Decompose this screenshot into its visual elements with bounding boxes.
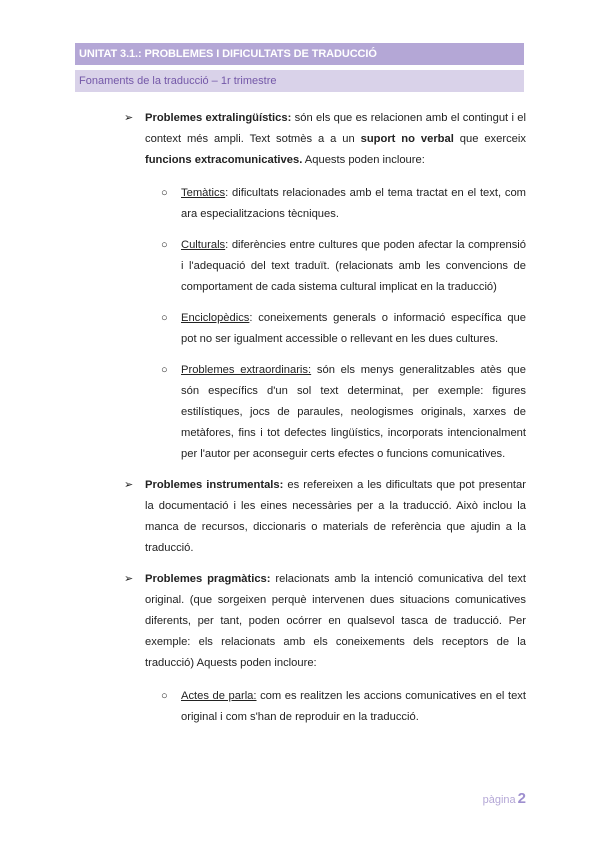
sublist [0, 686, 600, 728]
sublist-item: ○ Temàtics: dificultats relacionades amb el tema tractat en el text, com ara especialitzacions tècniques. [0, 183, 600, 225]
section-title: UNITAT 3.1.: PROBLEMES I DIFICULTATS DE TRADUCCIÓ [75, 43, 524, 65]
circle-bullet-icon: ○ [161, 312, 168, 324]
sublist-item: ○ Culturals: diferències entre cultures que poden afectar la comprensió i l'adequació del text traduït. (relacionats amb les convencions de comportament de cada sistema cultural implicat en la traducció) [0, 235, 600, 298]
term-underlined: Enciclopèdics [181, 312, 250, 324]
section-subtitle: Fonaments de la traducció – 1r trimestre [75, 70, 524, 92]
term-underlined: Problemes extraordinaris: [181, 364, 312, 376]
paragraph: Problemes extralingüístics: són els que es relacionen amb el contingut i el context més ampli. Text sotmès a a un suport no verbal que exerceix funcions extracomunicatives. Aquests poden incloure: [145, 112, 526, 166]
list-item [0, 569, 600, 674]
paragraph: Problemes pragmàtics: relacionats amb la intenció comunicativa del text original. (que sorgeixen perquè intervenen dues situacions comunicatives diferents, per tant, poden ocórrer en qualsevol tasca de traducció. Per exemple: els relacionats amb els coneixements dels receptors de la traducció) Aquests poden incloure: [145, 573, 526, 669]
circle-bullet-icon: ○ [161, 239, 168, 251]
document-body [0, 108, 600, 738]
circle-bullet-icon: ○ [161, 364, 168, 376]
page-footer [470, 790, 526, 807]
page-label: pàgina [482, 794, 516, 806]
term-underlined: Actes de parla: [181, 690, 257, 702]
list-item [0, 108, 600, 171]
arrow-bullet-icon: ➢ [124, 573, 134, 585]
sublist-item: ○ Enciclopèdics: coneixements generals o informació específica que pot no ser igualment accessible o rellevant en les dues cultures. [0, 308, 600, 350]
circle-bullet-icon: ○ [161, 187, 168, 199]
term-underlined: Culturals [181, 239, 226, 251]
page-number: 2 [517, 790, 526, 807]
term-bold: suport no verbal [360, 133, 454, 145]
paragraph: Problemes instrumentals: es refereixen a les dificultats que pot presentar la documentació i les eines necessàries per a la traducció. Això inclou la manca de recursos, diccionaris o materials de referència que ajudin a la traducció. [145, 479, 526, 554]
sublist [0, 183, 600, 465]
term-bold: funcions extracomunicatives. [145, 154, 303, 166]
arrow-bullet-icon: ➢ [124, 112, 134, 124]
term-bold: Problemes pragmàtics: [145, 573, 271, 585]
term-underlined: Temàtics [181, 187, 226, 199]
list-item [0, 475, 600, 559]
term-bold: Problemes instrumentals: [145, 479, 284, 491]
arrow-bullet-icon: ➢ [124, 479, 134, 491]
sublist-item: ○ Actes de parla: com es realitzen les accions comunicatives en el text original i com s'han de reproduir en la traducció. [0, 686, 600, 728]
circle-bullet-icon: ○ [161, 690, 168, 702]
sublist-item: ○ Problemes extraordinaris: són els menys generalitzables atès que són específics d'un sol text determinat, per exemple: figures estilístiques, jocs de paraules, neologismes originals, xarxes de metàfores, fins i tot defectes lingüístics, incorporats intencionalment per l'autor per aconseguir certs efectes o funcions comunicatives. [0, 360, 600, 465]
term-bold: Problemes extralingüístics: [145, 112, 292, 124]
